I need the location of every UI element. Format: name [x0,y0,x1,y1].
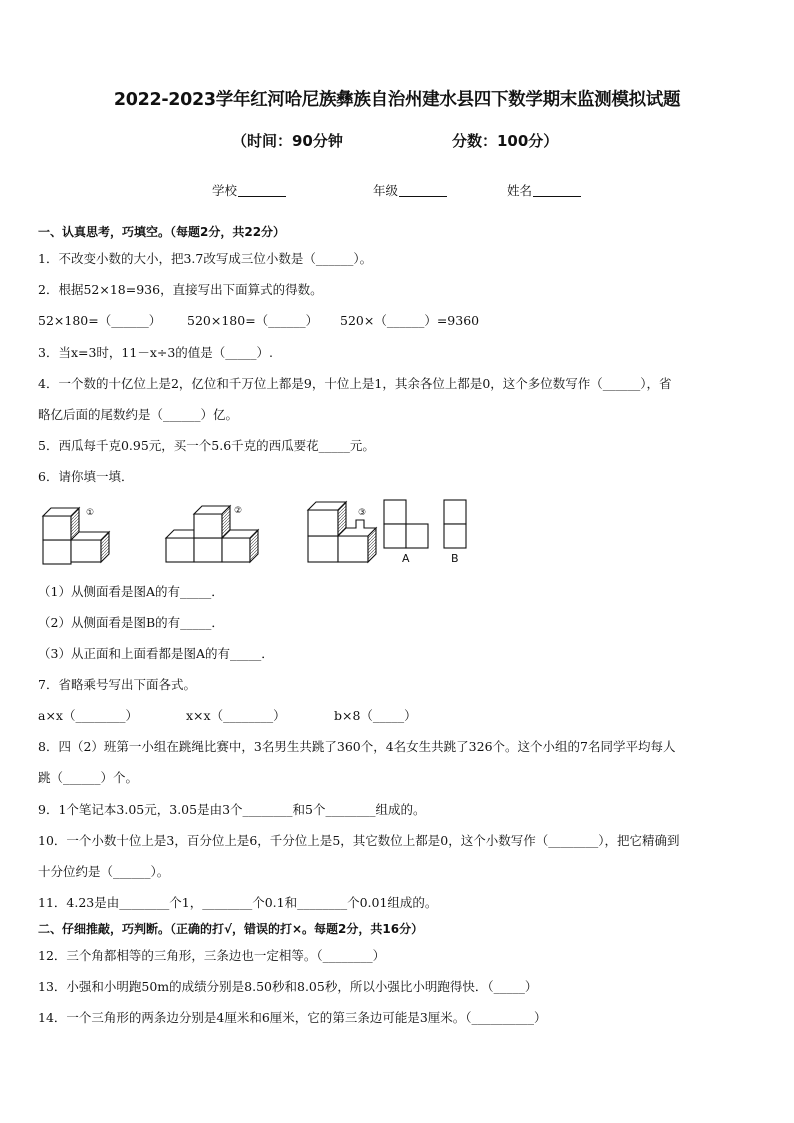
question-7-item: x×x（________） [186,708,286,723]
view-a-figure [384,500,428,548]
question-2: 2．根据52×18=936，直接写出下面算式的得数。 [38,282,323,297]
grade-field[interactable] [373,181,447,199]
view-a-label: A [402,552,410,565]
question-2-item: 52×180=（______） [38,313,162,328]
question-8-line-2: 跳（______）个。 [38,770,139,785]
exam-meta [0,130,794,152]
grade-blank[interactable] [399,186,447,197]
question-14: 14．一个三角形的两条边分别是4厘米和6厘米，它的第三条边可能是3厘米。（__________） [38,1010,547,1025]
grade-label: 年级 [373,183,399,198]
question-7-items [38,708,768,724]
question-6-2: （2）从侧面看是图B的有_____． [38,615,224,630]
view-b-figure [444,500,466,548]
school-label: 学校 [212,183,238,198]
name-field[interactable] [507,181,581,199]
question-4-line-1: 4．一个数的十亿位上是2，亿位和千万位上都是9，十位上是1，其余各位上都是0，这个多位数写作（______），省 [38,376,672,391]
cube-figures-svg [38,496,498,576]
figure-1-label: ① [86,508,95,518]
question-5: 5．西瓜每千克0.95元，买一个5.6千克的西瓜要花_____元。 [38,438,375,453]
name-blank[interactable] [533,186,581,197]
section-2-heading: 二、仔细推敲，巧判断。（正确的打√，错误的打×。每题2分，共16分） [38,922,424,936]
question-2-item: 520×（______）=9360 [340,313,480,328]
figure-2-cubes [166,506,258,562]
time-limit: （时间：90分钟 [232,132,343,150]
question-1: 1．不改变小数的大小，把3.7改写成三位小数是（______）。 [38,251,373,266]
school-field[interactable] [212,181,286,199]
question-11: 11．4.23是由________个1，________个0.1和________个0.01组成的。 [38,895,438,910]
school-blank[interactable] [238,186,286,197]
view-b-label: B [451,552,459,565]
question-7: 7．省略乘号写出下面各式。 [38,677,196,692]
student-info-row [0,181,794,201]
question-8-line-1: 8．四（2）班第一小组在跳绳比赛中，3名男生共跳了360个，4名女生共跳了326个。这个小组的7名同学平均每人 [38,739,676,754]
question-6-1: （1）从侧面看是图A的有_____． [38,584,224,599]
page-title: 2022-2023学年红河哈尼族彝族自治州建水县四下数学期末监测模拟试题 [113,90,681,110]
figure-1-cubes [43,508,109,564]
question-7-item: b×8（_____） [334,708,417,723]
question-6: 6．请你填一填． [38,469,134,484]
section-1-heading: 一、认真思考，巧填空。（每题2分，共22分） [38,225,286,239]
figure-2-label: ② [234,506,243,516]
question-12: 12．三个角都相等的三角形，三条边也一定相等。（________） [38,948,386,963]
question-3: 3．当x=3时，11－x÷3的值是（_____）. [38,345,274,360]
question-6-3: （3）从正面和上面看都是图A的有_____． [38,646,274,661]
question-2-item: 520×180=（______） [187,313,319,328]
question-10-line-2: 十分位约是（______）。 [38,864,170,879]
name-label: 姓名 [507,183,533,198]
question-10-line-1: 10．一个小数十位上是3，百分位上是6，千分位上是5，其它数位上都是0，这个小数写作（________），把它精确到 [38,833,680,848]
figure-3-label: ③ [358,508,367,518]
total-score: 分数：100分） [452,132,559,150]
question-9: 9．1个笔记本3.05元，3.05是由3个________和5个________组成的。 [38,802,426,817]
question-13: 13．小强和小明跑50m的成绩分别是8.50秒和8.05秒，所以小强比小明跑得快．（_____） [38,979,538,994]
cube-figures [38,496,498,576]
question-4-line-2: 略亿后面的尾数约是（______）亿。 [38,407,239,422]
question-2-items [38,313,768,329]
question-7-item: a×x（________） [38,708,138,723]
